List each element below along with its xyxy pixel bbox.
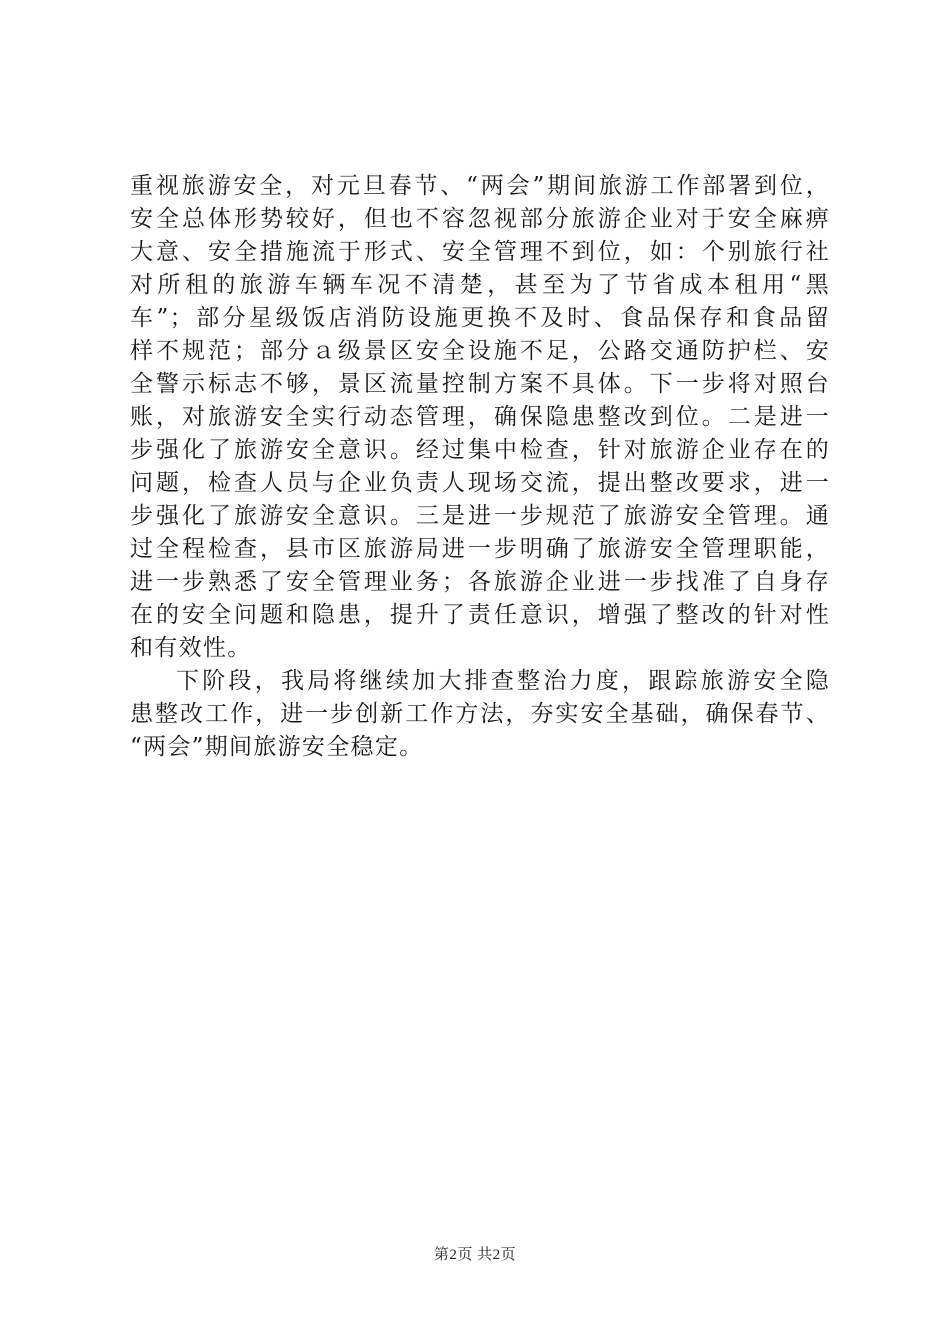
text-line-paragraph-start: 下阶段，我局将继续加大排查整治力度，跟踪旅游安全隐 <box>176 668 830 694</box>
text-line: 样不规范；部分ａ级景区安全设施不足，公路交通防护栏、安 <box>130 338 830 364</box>
text-line: 步强化了旅游安全意识。经过集中检查，针对旅游企业存在的 <box>130 437 830 463</box>
text-line: 问题，检查人员与企业负责人现场交流，提出整改要求，进一 <box>130 470 830 496</box>
document-body <box>130 170 830 764</box>
text-line: 在的安全问题和隐患，提升了责任意识，增强了整改的针对性 <box>130 602 830 628</box>
page-number-footer: 第2页 共2页 <box>433 1247 517 1263</box>
text-line: 重视旅游安全，对元旦春节、“两会”期间旅游工作部署到位， <box>130 173 830 199</box>
text-line: 患整改工作，进一步创新工作方法，夯实安全基础，确保春节、 <box>130 701 830 727</box>
text-line-paragraph-end: 和有效性。 <box>130 635 252 661</box>
text-line: 步强化了旅游安全意识。三是进一步规范了旅游安全管理。通 <box>130 503 830 529</box>
text-line: 进一步熟悉了安全管理业务；各旅游企业进一步找准了自身存 <box>130 569 830 595</box>
text-line: 车”；部分星级饭店消防设施更换不及时、食品保存和食品留 <box>130 305 830 331</box>
text-line: 账，对旅游安全实行动态管理，确保隐患整改到位。二是进一 <box>130 404 830 430</box>
text-line: 过全程检查，县市区旅游局进一步明确了旅游安全管理职能， <box>130 536 830 562</box>
text-line: 大意、安全措施流于形式、安全管理不到位，如：个别旅行社 <box>130 239 830 265</box>
text-line-paragraph-end: “两会”期间旅游安全稳定。 <box>130 734 424 760</box>
text-line: 对所租的旅游车辆车况不清楚，甚至为了节省成本租用“黑 <box>130 272 830 298</box>
text-line: 全警示标志不够，景区流量控制方案不具体。下一步将对照台 <box>130 371 830 397</box>
text-line: 安全总体形势较好，但也不容忽视部分旅游企业对于安全麻痹 <box>130 206 830 232</box>
